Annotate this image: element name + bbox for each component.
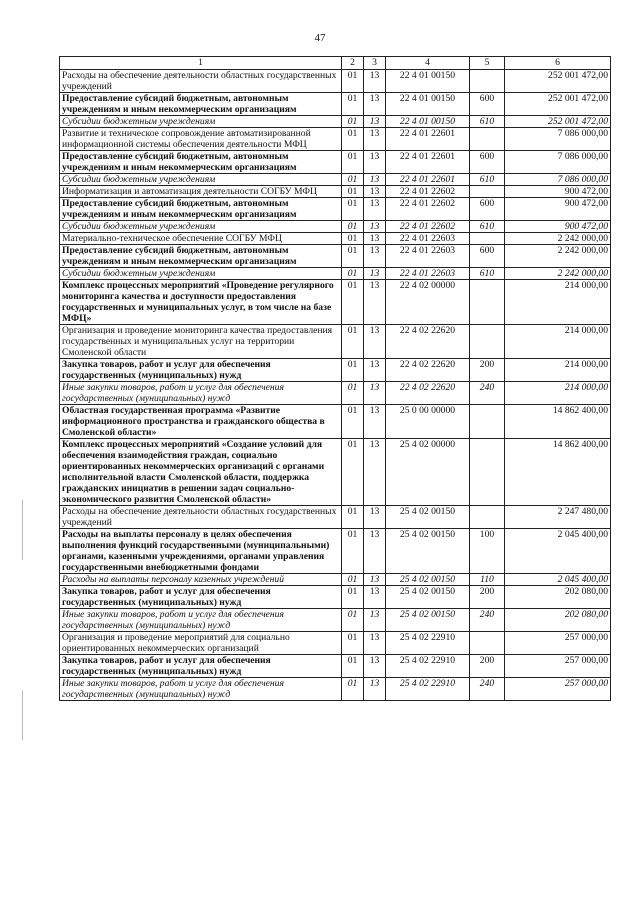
cell-c6: 257 000,00 xyxy=(505,655,611,678)
cell-c5: 240 xyxy=(470,609,505,632)
cell-c5 xyxy=(470,280,505,325)
cell-name: Субсидии бюджетным учреждениям xyxy=(60,174,342,186)
margin-mark xyxy=(22,690,23,740)
cell-c5 xyxy=(470,439,505,506)
column-header: 4 xyxy=(386,57,470,70)
cell-c6: 2 242 000,00 xyxy=(505,233,611,245)
cell-c3: 13 xyxy=(364,268,386,280)
column-header: 6 xyxy=(505,57,611,70)
cell-name: Предоставление субсидий бюджетным, автономным учреждениям и иным некоммерческим организациям xyxy=(60,245,342,268)
table-row xyxy=(60,439,611,506)
column-header: 3 xyxy=(364,57,386,70)
cell-c2: 01 xyxy=(342,586,364,609)
table-row xyxy=(60,198,611,221)
cell-c5: 600 xyxy=(470,93,505,116)
cell-c4: 22 4 01 00150 xyxy=(386,93,470,116)
page-number: 47 xyxy=(314,32,326,44)
table-header-row xyxy=(60,57,611,70)
cell-c4: 22 4 01 22603 xyxy=(386,268,470,280)
cell-c3: 13 xyxy=(364,382,386,405)
table-row xyxy=(60,325,611,359)
cell-c3: 13 xyxy=(364,632,386,655)
cell-c5: 610 xyxy=(470,268,505,280)
cell-c5: 110 xyxy=(470,574,505,586)
cell-c5: 100 xyxy=(470,529,505,574)
cell-c2: 01 xyxy=(342,382,364,405)
column-header: 2 xyxy=(342,57,364,70)
table-row xyxy=(60,186,611,198)
cell-c3: 13 xyxy=(364,439,386,506)
cell-c2: 01 xyxy=(342,280,364,325)
cell-c4: 22 4 01 22601 xyxy=(386,128,470,151)
cell-c3: 13 xyxy=(364,70,386,93)
cell-c2: 01 xyxy=(342,632,364,655)
cell-c4: 25 4 02 00150 xyxy=(386,529,470,574)
cell-c4: 25 4 02 00150 xyxy=(386,586,470,609)
cell-c2: 01 xyxy=(342,70,364,93)
cell-c2: 01 xyxy=(342,116,364,128)
cell-name: Комплекс процессных мероприятий «Проведение регулярного мониторинга качества и доступности предоставления государственных и муниципальных услуг, в том числе на базе МФЦ» xyxy=(60,280,342,325)
cell-c4: 25 4 02 22910 xyxy=(386,632,470,655)
table-row xyxy=(60,382,611,405)
cell-c3: 13 xyxy=(364,609,386,632)
cell-c6: 257 000,00 xyxy=(505,632,611,655)
cell-name: Расходы на выплаты персоналу казенных учреждений xyxy=(60,574,342,586)
cell-name: Закупка товаров, работ и услуг для обеспечения государственных (муниципальных) нужд xyxy=(60,359,342,382)
cell-c3: 13 xyxy=(364,678,386,701)
cell-c6: 900 472,00 xyxy=(505,198,611,221)
cell-c4: 22 4 02 00000 xyxy=(386,280,470,325)
cell-c4: 25 4 02 00150 xyxy=(386,574,470,586)
table-row xyxy=(60,609,611,632)
cell-c3: 13 xyxy=(364,186,386,198)
cell-c6: 14 862 400,00 xyxy=(505,405,611,439)
cell-c2: 01 xyxy=(342,439,364,506)
cell-c6: 2 242 000,00 xyxy=(505,245,611,268)
cell-name: Материально-техническое обеспечение СОГБУ МФЦ xyxy=(60,233,342,245)
cell-c6: 214 000,00 xyxy=(505,325,611,359)
cell-c2: 01 xyxy=(342,609,364,632)
column-header: 1 xyxy=(60,57,342,70)
table-row xyxy=(60,70,611,93)
cell-c5: 610 xyxy=(470,116,505,128)
table-row xyxy=(60,221,611,233)
cell-c4: 22 4 01 00150 xyxy=(386,116,470,128)
cell-c3: 13 xyxy=(364,151,386,174)
cell-c4: 22 4 01 22601 xyxy=(386,174,470,186)
cell-c6: 900 472,00 xyxy=(505,186,611,198)
cell-c2: 01 xyxy=(342,93,364,116)
cell-c3: 13 xyxy=(364,93,386,116)
cell-c2: 01 xyxy=(342,325,364,359)
cell-c6: 2 045 400,00 xyxy=(505,529,611,574)
table-row xyxy=(60,174,611,186)
table-row xyxy=(60,506,611,529)
cell-c3: 13 xyxy=(364,325,386,359)
cell-c4: 22 4 01 22603 xyxy=(386,245,470,268)
cell-name: Организация и проведение мониторинга качества предоставления государственных и муниципальных услуг на территории Смоленской области xyxy=(60,325,342,359)
cell-name: Субсидии бюджетным учреждениям xyxy=(60,116,342,128)
cell-c2: 01 xyxy=(342,506,364,529)
cell-c5: 200 xyxy=(470,655,505,678)
cell-name: Расходы на обеспечение деятельности областных государственных учреждений xyxy=(60,506,342,529)
cell-c3: 13 xyxy=(364,245,386,268)
cell-c5: 600 xyxy=(470,198,505,221)
cell-c6: 7 086 000,00 xyxy=(505,151,611,174)
cell-c4: 22 4 01 00150 xyxy=(386,70,470,93)
cell-c6: 252 001 472,00 xyxy=(505,70,611,93)
cell-c5: 200 xyxy=(470,586,505,609)
cell-c2: 01 xyxy=(342,198,364,221)
column-header: 5 xyxy=(470,57,505,70)
cell-name: Развитие и техническое сопровождение автоматизированной информационной системы обеспечения деятельности МФЦ xyxy=(60,128,342,151)
cell-c3: 13 xyxy=(364,233,386,245)
cell-c5 xyxy=(470,325,505,359)
cell-c2: 01 xyxy=(342,151,364,174)
cell-c6: 214 000,00 xyxy=(505,382,611,405)
cell-c4: 22 4 01 22602 xyxy=(386,186,470,198)
cell-c6: 14 862 400,00 xyxy=(505,439,611,506)
cell-c5: 600 xyxy=(470,245,505,268)
cell-c5 xyxy=(470,405,505,439)
cell-c5 xyxy=(470,632,505,655)
cell-c3: 13 xyxy=(364,128,386,151)
cell-c2: 01 xyxy=(342,574,364,586)
cell-c5: 240 xyxy=(470,678,505,701)
cell-c4: 22 4 01 22603 xyxy=(386,233,470,245)
cell-c2: 01 xyxy=(342,128,364,151)
cell-name: Информатизация и автоматизация деятельности СОГБУ МФЦ xyxy=(60,186,342,198)
table-row xyxy=(60,268,611,280)
cell-name: Закупка товаров, работ и услуг для обеспечения государственных (муниципальных) нужд xyxy=(60,655,342,678)
cell-c2: 01 xyxy=(342,245,364,268)
cell-c6: 252 001 472,00 xyxy=(505,116,611,128)
cell-c5 xyxy=(470,506,505,529)
cell-c6: 7 086 000,00 xyxy=(505,174,611,186)
cell-name: Иные закупки товаров, работ и услуг для обеспечения государственных (муниципальных) нужд xyxy=(60,609,342,632)
cell-c2: 01 xyxy=(342,655,364,678)
cell-c4: 25 4 02 22910 xyxy=(386,655,470,678)
cell-c2: 01 xyxy=(342,405,364,439)
table-row xyxy=(60,655,611,678)
cell-c3: 13 xyxy=(364,116,386,128)
table-row xyxy=(60,128,611,151)
cell-c4: 25 4 02 00150 xyxy=(386,609,470,632)
cell-c3: 13 xyxy=(364,529,386,574)
cell-c6: 252 001 472,00 xyxy=(505,93,611,116)
cell-c4: 25 0 00 00000 xyxy=(386,405,470,439)
table-row xyxy=(60,151,611,174)
cell-c5: 610 xyxy=(470,221,505,233)
cell-name: Организация и проведение мероприятий для социально ориентированных некоммерческих организаций xyxy=(60,632,342,655)
cell-name: Расходы на обеспечение деятельности областных государственных учреждений xyxy=(60,70,342,93)
cell-name: Закупка товаров, работ и услуг для обеспечения государственных (муниципальных) нужд xyxy=(60,586,342,609)
table-row xyxy=(60,116,611,128)
cell-c3: 13 xyxy=(364,221,386,233)
cell-c4: 22 4 01 22602 xyxy=(386,221,470,233)
table-row xyxy=(60,280,611,325)
cell-name: Комплекс процессных мероприятий «Создание условий для обеспечения взаимодействия граждан, социально ориентированных некоммерческих организаций с органами исполнительной власти Смоленской области, поддержка гражданских инициатив в решении задач социально-экономического развития Смоленской области» xyxy=(60,439,342,506)
cell-c3: 13 xyxy=(364,655,386,678)
cell-c3: 13 xyxy=(364,506,386,529)
cell-c2: 01 xyxy=(342,529,364,574)
cell-c6: 2 247 480,00 xyxy=(505,506,611,529)
cell-c4: 25 4 02 22910 xyxy=(386,678,470,701)
cell-name: Иные закупки товаров, работ и услуг для обеспечения государственных (муниципальных) нужд xyxy=(60,382,342,405)
cell-c2: 01 xyxy=(342,186,364,198)
cell-c4: 22 4 02 22620 xyxy=(386,325,470,359)
cell-c6: 202 080,00 xyxy=(505,609,611,632)
cell-c4: 22 4 02 22620 xyxy=(386,359,470,382)
cell-c2: 01 xyxy=(342,174,364,186)
table-row xyxy=(60,233,611,245)
cell-c3: 13 xyxy=(364,574,386,586)
cell-c5: 200 xyxy=(470,359,505,382)
cell-c3: 13 xyxy=(364,280,386,325)
cell-c5 xyxy=(470,70,505,93)
cell-c6: 7 086 000,00 xyxy=(505,128,611,151)
cell-c6: 2 242 000,00 xyxy=(505,268,611,280)
cell-c6: 214 000,00 xyxy=(505,280,611,325)
table-row xyxy=(60,245,611,268)
cell-c5 xyxy=(470,128,505,151)
cell-c3: 13 xyxy=(364,359,386,382)
cell-c6: 900 472,00 xyxy=(505,221,611,233)
table-row xyxy=(60,574,611,586)
cell-c4: 22 4 01 22601 xyxy=(386,151,470,174)
cell-c2: 01 xyxy=(342,221,364,233)
cell-c2: 01 xyxy=(342,678,364,701)
cell-c6: 257 000,00 xyxy=(505,678,611,701)
cell-c5: 240 xyxy=(470,382,505,405)
table-row xyxy=(60,405,611,439)
cell-name: Предоставление субсидий бюджетным, автономным учреждениям и иным некоммерческим организациям xyxy=(60,151,342,174)
table-row xyxy=(60,93,611,116)
cell-name: Расходы на выплаты персоналу в целях обеспечения выполнения функций государственными (муниципальными) органами, казенными учреждениями, органами управления государственными внебюджетными фондами xyxy=(60,529,342,574)
cell-c5: 610 xyxy=(470,174,505,186)
cell-c4: 22 4 01 22602 xyxy=(386,198,470,221)
cell-name: Иные закупки товаров, работ и услуг для обеспечения государственных (муниципальных) нужд xyxy=(60,678,342,701)
table-row xyxy=(60,632,611,655)
table-row xyxy=(60,359,611,382)
table-row xyxy=(60,529,611,574)
cell-c3: 13 xyxy=(364,405,386,439)
cell-name: Субсидии бюджетным учреждениям xyxy=(60,221,342,233)
cell-c2: 01 xyxy=(342,233,364,245)
cell-c6: 202 080,00 xyxy=(505,586,611,609)
cell-c4: 25 4 02 00000 xyxy=(386,439,470,506)
cell-name: Предоставление субсидий бюджетным, автономным учреждениям и иным некоммерческим организациям xyxy=(60,93,342,116)
cell-c6: 214 000,00 xyxy=(505,359,611,382)
cell-name: Областная государственная программа «Развитие информационного пространства и гражданского общества в Смоленской области» xyxy=(60,405,342,439)
cell-c5 xyxy=(470,233,505,245)
cell-c2: 01 xyxy=(342,268,364,280)
cell-c3: 13 xyxy=(364,586,386,609)
cell-c3: 13 xyxy=(364,198,386,221)
cell-c3: 13 xyxy=(364,174,386,186)
cell-c6: 2 045 400,00 xyxy=(505,574,611,586)
budget-table xyxy=(59,56,611,701)
margin-mark xyxy=(22,500,23,560)
cell-name: Предоставление субсидий бюджетным, автономным учреждениям и иным некоммерческим организациям xyxy=(60,198,342,221)
cell-c2: 01 xyxy=(342,359,364,382)
table-row xyxy=(60,586,611,609)
cell-c4: 22 4 02 22620 xyxy=(386,382,470,405)
cell-c5: 600 xyxy=(470,151,505,174)
cell-c4: 25 4 02 00150 xyxy=(386,506,470,529)
table-row xyxy=(60,678,611,701)
cell-c5 xyxy=(470,186,505,198)
cell-name: Субсидии бюджетным учреждениям xyxy=(60,268,342,280)
